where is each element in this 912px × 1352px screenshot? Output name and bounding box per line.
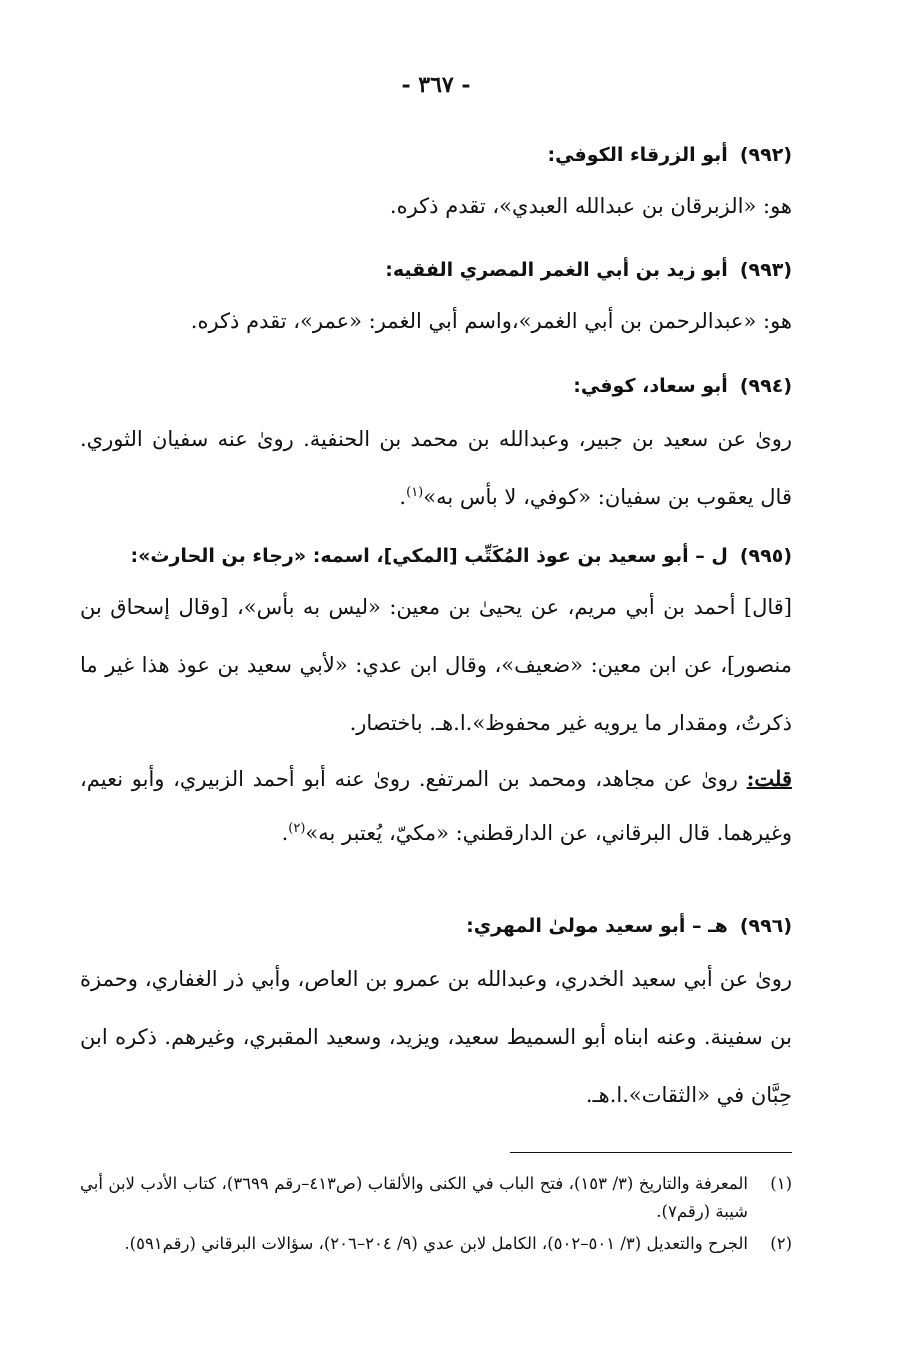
entry-title: ل – أبو سعيد بن عوذ المُكَتِّب [المكي]، اسمه: «رجاء بن الحارث»: [130,545,728,567]
footnote-item [80,1230,792,1258]
footnote-text: الجرح والتعديل (٣/ ٥٠١–٥٠٢)، الكامل لابن عدي (٩/ ٢٠٤–٢٠٦)، سؤالات البرقاني (رقم٥٩١). [124,1234,748,1253]
entry-title: هـ – أبو سعيد مولىٰ المهري: [466,915,728,937]
entry-text: [قال] أحمد بن أبي مريم، عن يحيىٰ بن معين: «ليس به بأس»، [وقال إسحاق بن منصور]، عن ابن معين: «ضعيف»، وقال ابن عدي: «لأبي سعيد بن عوذ هذا غير ما ذكرتُ، ومقدار ما يرويه غير محفوظ».ا.هـ. باختصار. [80,595,792,735]
footnote-number: (٢) [770,1234,792,1253]
entry-number: (٩٩٥) [739,545,792,567]
entry-992 [80,135,792,229]
entry-993 [80,250,792,344]
footnote-text: المعرفة والتاريخ (٣/ ١٥٣)، فتح الباب في الكنى والألقاب (ص٤١٣–رقم ٣٦٩٩)، كتاب الأدب لابن أبي شيبة (رقم٧). [80,1174,748,1221]
entry-number: (٩٩٣) [739,259,792,281]
footnote-item [80,1170,792,1226]
entry-number: (٩٩٦) [739,915,792,937]
entry-text [80,410,792,526]
footnote-divider [510,1152,792,1153]
footnote-ref[interactable]: (٢) [288,821,306,836]
entry-text: روىٰ عن أبي سعيد الخدري، وعبدالله بن عمرو بن العاص، وأبي ذر الغفاري، وحمزة بن سفينة. وعنه ابناه أبو السميط سعيد، ويزيد، وسعيد المقبري، وغيرهم. ذكره ابن حِبَّان في «الثقات».ا.هـ. [80,967,792,1107]
entry-number: (٩٩٢) [739,144,792,166]
entry-title: أبو سعاد، كوفي: [573,375,728,397]
entry-996 [80,906,792,1124]
sentence-end: . [399,485,407,509]
entry-title: أبو الزرقاء الكوفي: [547,144,728,166]
page-number: - ٣٦٧ - [401,72,471,98]
entry-heading [80,906,792,946]
entry-number: (٩٩٤) [739,375,792,397]
entry-994 [80,366,792,526]
footnote-ref[interactable]: (١) [406,485,424,500]
footnotes [80,1170,792,1262]
entry-heading [80,366,792,406]
sentence-end: . [281,821,289,845]
entry-heading [80,536,792,576]
entry-text: هو: «الزبرقان بن عبدالله العبدي»، تقدم ذكره. [389,194,792,218]
entry-heading [80,135,792,175]
qult-text: روىٰ عن مجاهد، ومحمد بن المرتفع. روىٰ عنه أبو أحمد الزبيري، وأبو نعيم، وغيرهما. قال البرقاني، عن الدارقطني: «مكيّ، يُعتبر به» [80,767,792,845]
qult-paragraph [80,752,792,860]
book-page [80,0,792,1352]
entry-title: أبو زيد بن أبي الغمر المصري الفقيه: [385,259,728,281]
entry-995 [80,536,792,860]
entry-text: هو: «عبدالرحمن بن أبي الغمر»،واسم أبي الغمر: «عمر»، تقدم ذكره. [190,309,792,333]
entry-body: روىٰ عن سعيد بن جبير، وعبدالله بن محمد بن الحنفية. روىٰ عنه سفيان الثوري. قال يعقوب بن سفيان: «كوفي، لا بأس به» [80,427,792,509]
entry-heading [80,250,792,290]
qult-label: قلت: [746,766,792,791]
footnote-number: (١) [770,1174,792,1193]
